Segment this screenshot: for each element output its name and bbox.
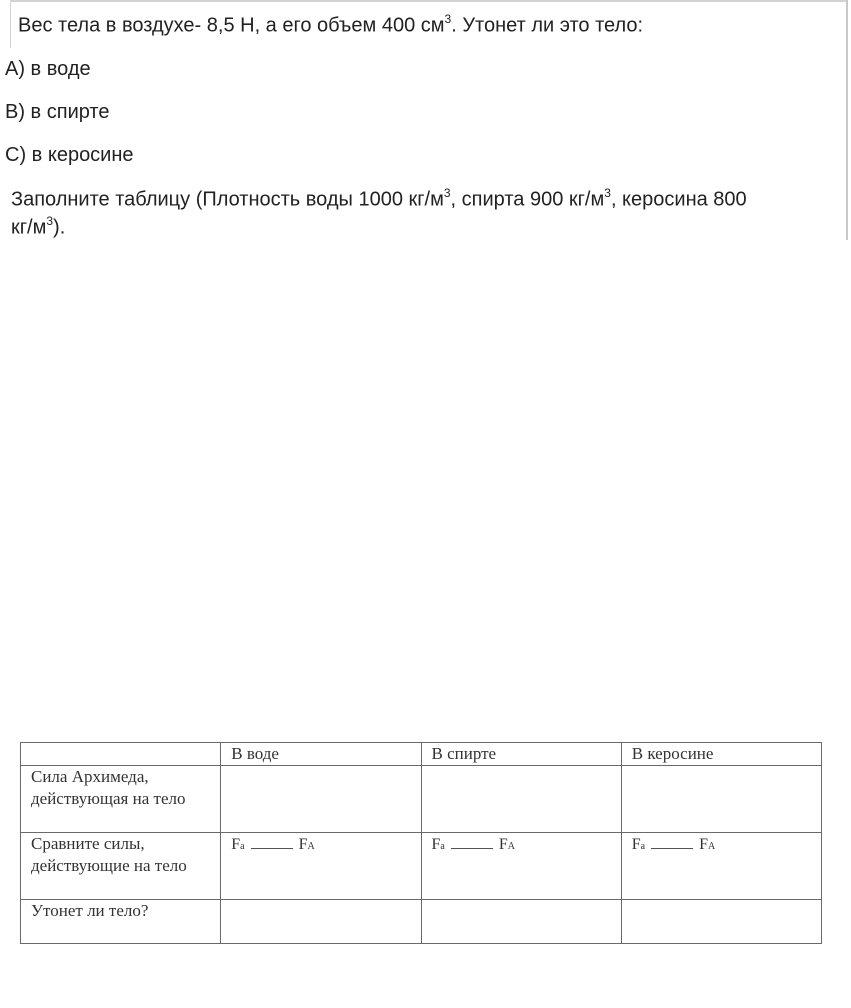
answer-cell-alcohol-sink[interactable] xyxy=(421,900,621,944)
task-text-3: , керосина 800 xyxy=(610,188,747,211)
blank-line xyxy=(451,847,493,849)
row-label-will-sink: Утонет ли тело? xyxy=(21,900,221,944)
table-header-kerosene: В керосине xyxy=(621,743,821,766)
table-row xyxy=(21,833,822,900)
option-b: В) в спирте xyxy=(5,101,110,123)
blank-line xyxy=(651,847,693,849)
row-label-archimedes-force: Сила Архимеда, действующая на тело xyxy=(21,766,221,833)
row-label-compare-forces: Сравните силы, действующие на тело xyxy=(21,833,221,900)
option-a: А) в воде xyxy=(5,58,91,80)
force-fa-left xyxy=(231,834,244,858)
frame-top-border xyxy=(10,0,848,2)
task-text-1: Заполните таблицу (Плотность воды 1000 кг/м xyxy=(11,188,444,211)
force-symbol: F xyxy=(431,836,441,853)
force-subscript: a xyxy=(440,841,445,852)
task-instruction-line-2 xyxy=(11,216,65,238)
force-fa-left xyxy=(432,834,445,858)
frame-right-border xyxy=(846,0,848,240)
compare-expression xyxy=(231,834,315,858)
question-title-sup: 3 xyxy=(444,12,452,26)
task-sup-3: 3 xyxy=(46,214,54,228)
force-subscript: A xyxy=(708,841,716,852)
blank-line xyxy=(251,847,293,849)
answer-cell-alcohol-force[interactable] xyxy=(421,766,621,833)
compare-expression xyxy=(632,834,716,858)
force-fA-right xyxy=(499,834,515,858)
task-text-5: ). xyxy=(53,216,66,239)
force-fA-right xyxy=(299,834,315,858)
force-subscript: a xyxy=(640,841,646,852)
table-header-alcohol: В спирте xyxy=(421,743,621,766)
force-symbol: F xyxy=(231,836,241,853)
answer-cell-kerosene-force[interactable] xyxy=(621,766,821,833)
task-text-4: кг/м xyxy=(11,216,47,239)
force-symbol: F xyxy=(699,836,709,853)
table-row xyxy=(21,766,822,833)
force-symbol: F xyxy=(298,836,308,853)
table-header-row xyxy=(21,743,822,766)
task-sup-1: 3 xyxy=(443,186,451,200)
task-text-2: , спирта 900 кг/м xyxy=(450,188,605,211)
option-c: С) в керосине xyxy=(5,144,134,166)
answer-table xyxy=(20,742,822,944)
compare-cell-water[interactable] xyxy=(221,833,421,900)
answer-cell-kerosene-sink[interactable] xyxy=(621,900,821,944)
force-subscript: A xyxy=(307,841,315,852)
force-symbol: F xyxy=(631,836,641,853)
table-header-empty xyxy=(21,743,221,766)
task-sup-2: 3 xyxy=(604,186,611,200)
table-row xyxy=(21,900,822,944)
force-symbol: F xyxy=(498,836,508,853)
force-subscript: A xyxy=(507,841,515,852)
answer-cell-water-sink[interactable] xyxy=(221,900,421,944)
compare-cell-alcohol[interactable] xyxy=(421,833,621,900)
compare-expression xyxy=(432,834,516,858)
answer-cell-water-force[interactable] xyxy=(221,766,421,833)
frame-left-border xyxy=(10,0,11,48)
force-fa-left xyxy=(632,834,645,858)
question-title-tail: . Утонет ли это тело: xyxy=(451,14,644,37)
force-fA-right xyxy=(699,834,715,858)
question-title-text: Вес тела в воздухе- 8,5 Н, а его объем 400 см xyxy=(18,14,445,37)
force-subscript: a xyxy=(240,841,245,852)
table-header-water: В воде xyxy=(221,743,421,766)
question-title xyxy=(18,14,643,36)
compare-cell-kerosene[interactable] xyxy=(621,833,821,900)
task-instruction-line-1 xyxy=(11,188,747,210)
